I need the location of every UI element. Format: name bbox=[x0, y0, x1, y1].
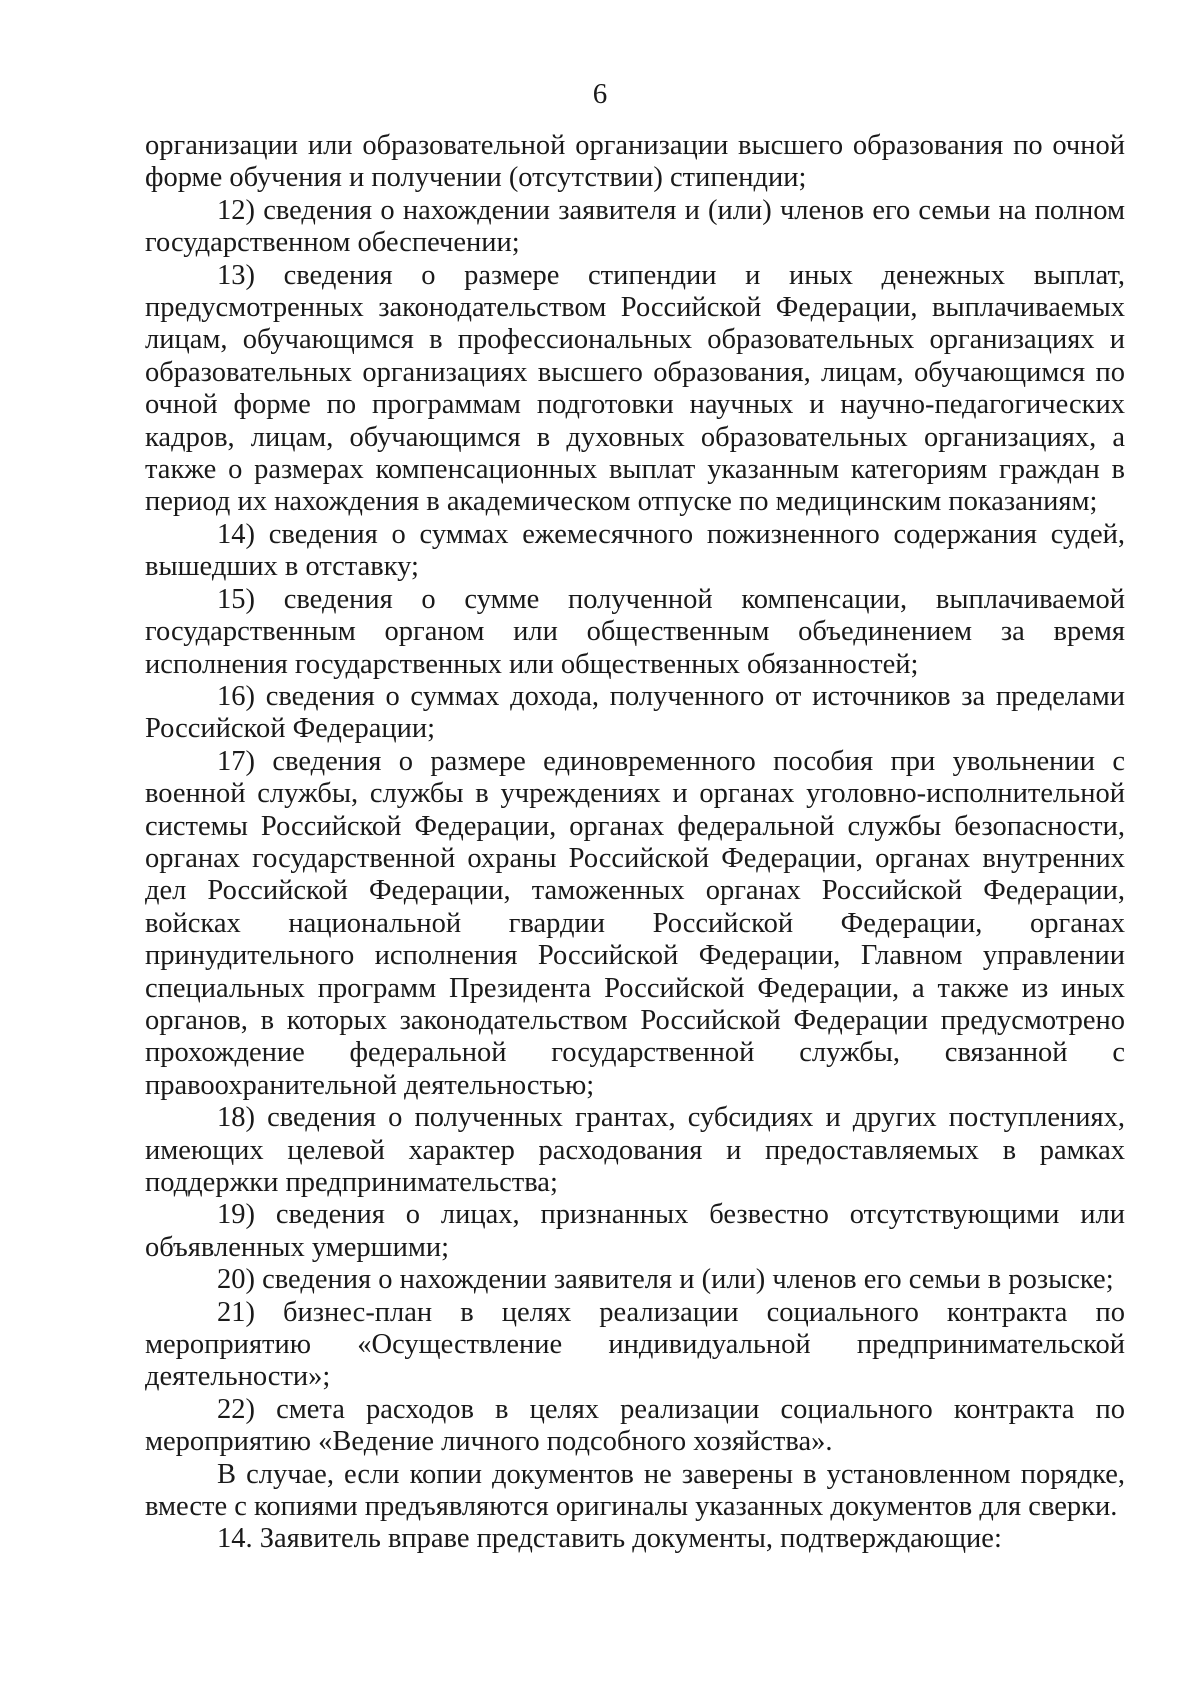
paragraph-copies-note: В случае, если копии документов не заверены в установленном порядке, вместе с копиями предъявляются оригиналы указанных документов для сверки. bbox=[145, 1458, 1125, 1523]
paragraph-section-14: 14. Заявитель вправе представить документы, подтверждающие: bbox=[217, 1523, 1002, 1555]
list-item-13: 13) сведения о размере стипендии и иных денежных выплат, предусмотренных законодательством Российской Федерации, выплачиваемых лицам, обучающимся в профессиональных образовательных организациях и образовательных организациях высшего образования, лицам, обучающимся по очной форме по программам подготовки научных и научно-педагогических кадров, лицам, обучающимся в духовных образовательных организациях, а также о размерах компенсационных выплат указанным категориям граждан в период их нахождения в академическом отпуске по медицинским показаниям; bbox=[145, 259, 1125, 518]
page-number: 6 bbox=[592, 78, 608, 110]
list-item-14: 14) сведения о суммах ежемесячного пожизненного содержания судей, вышедших в отставку; bbox=[145, 518, 1125, 583]
list-item-17: 17) сведения о размере единовременного пособия при увольнении с военной службы, службы в учреждениях и органах уголовно-исполнительной системы Российской Федерации, органах федеральной службы безопасности, органах государственной охраны Российской Федерации, органах внутренних дел Российской Федерации, таможенных органах Российской Федерации, войсках национальной гвардии Российской Федерации, органах принудительного исполнения Российской Федерации, Главном управлении специальных программ Президента Российской Федерации, а также из иных органов, в которых законодательством Российской Федерации предусмотрено прохождение федеральной государственной службы, связанной с правоохранительной деятельностью; bbox=[145, 745, 1125, 1101]
document-body bbox=[145, 130, 1125, 1556]
list-item-12: 12) сведения о нахождении заявителя и (или) членов его семьи на полном государственном обеспечении; bbox=[145, 194, 1125, 259]
list-item-22: 22) смета расходов в целях реализации социального контракта по мероприятию «Ведение личного подсобного хозяйства». bbox=[145, 1393, 1125, 1458]
list-item-16: 16) сведения о суммах дохода, полученного от источников за пределами Российской Федерации; bbox=[145, 680, 1125, 745]
paragraph-continuation: организации или образовательной организации высшего образования по очной форме обучения и получении (отсутствии) стипендии; bbox=[145, 130, 1125, 194]
list-item-20: 20) сведения о нахождении заявителя и (или) членов его семьи в розыске; bbox=[217, 1264, 1114, 1296]
list-item-18: 18) сведения о полученных грантах, субсидиях и других поступлениях, имеющих целевой характер расходования и предоставляемых в рамках поддержки предпринимательства; bbox=[145, 1102, 1125, 1198]
list-item-21: 21) бизнес-план в целях реализации социального контракта по мероприятию «Осуществление индивидуальной предпринимательской деятельности»; bbox=[145, 1296, 1125, 1393]
list-item-19: 19) сведения о лицах, признанных безвестно отсутствующими или объявленных умершими; bbox=[145, 1199, 1125, 1263]
list-item-15: 15) сведения о сумме полученной компенсации, выплачиваемой государственным органом или общественным объединением за время исполнения государственных или общественных обязанностей; bbox=[145, 583, 1125, 680]
